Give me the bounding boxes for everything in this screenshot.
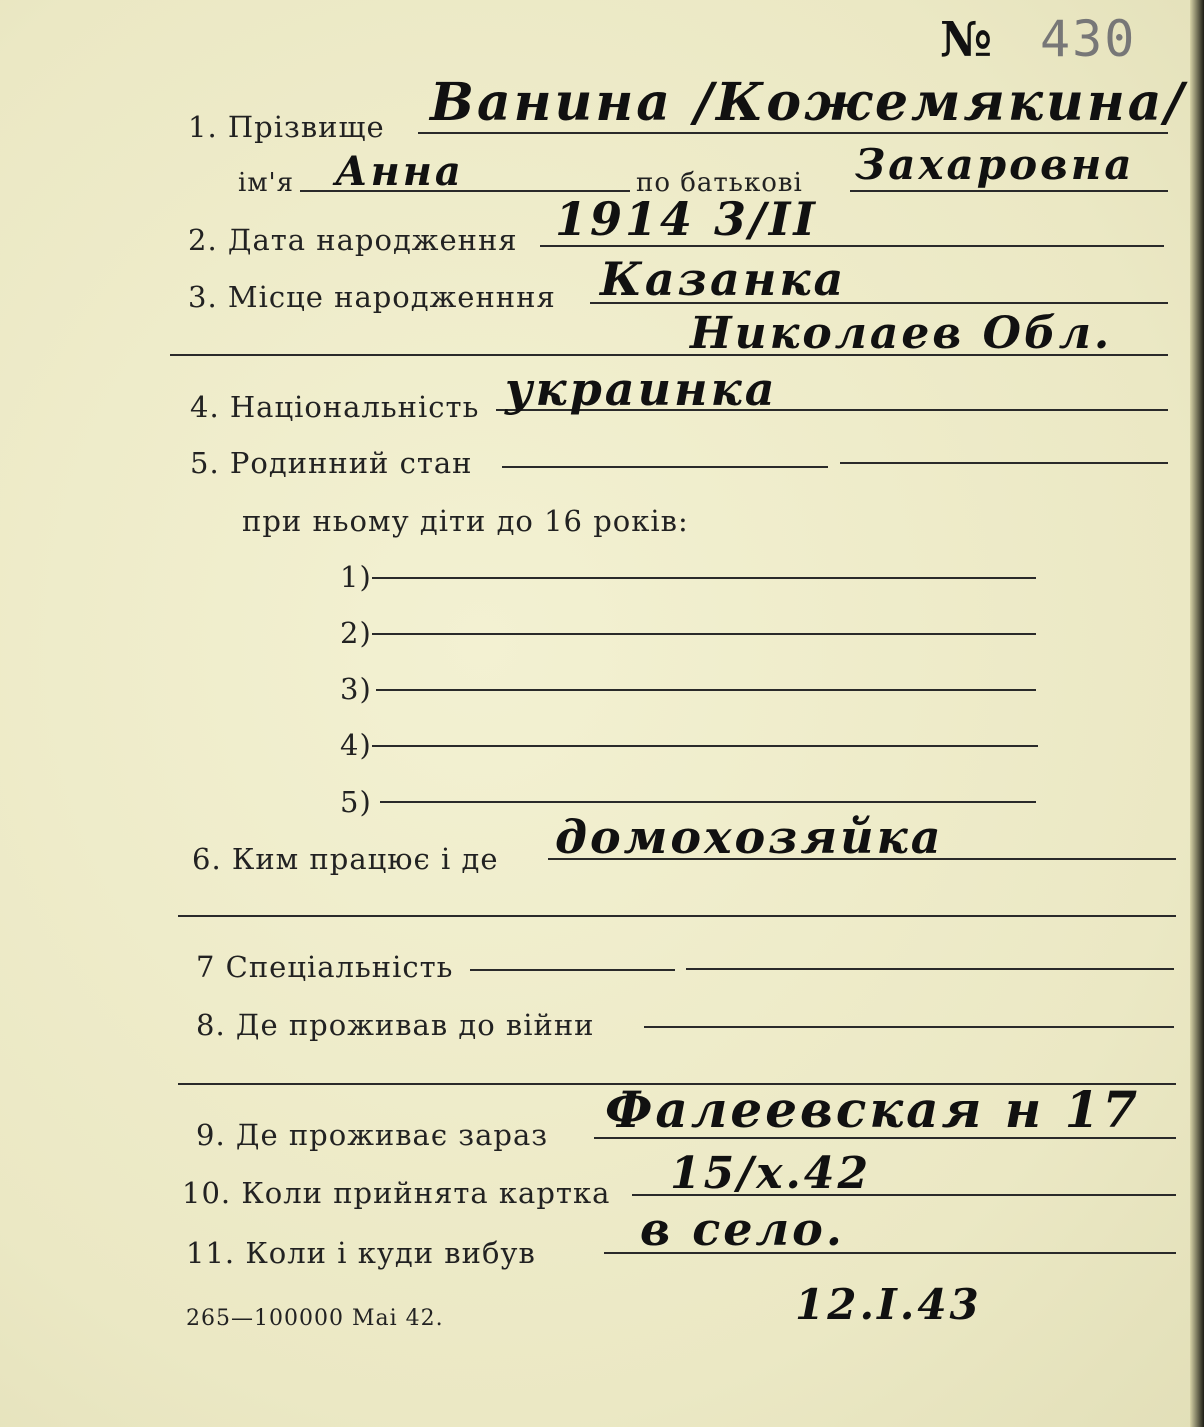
work-line-2 <box>178 915 1176 917</box>
departed-where-value: в село. <box>640 1202 845 1256</box>
child-4-line <box>372 745 1038 747</box>
specialty-line-2 <box>686 968 1174 970</box>
child-5-line <box>380 801 1036 803</box>
specialty-label: 7 Спеціальність <box>196 950 454 984</box>
child-1-line <box>372 577 1036 579</box>
birth-date-value: 1914 3/II <box>555 192 818 246</box>
case-number-prefix: № <box>940 12 993 68</box>
birth-date-label: 2. Дата народження <box>188 223 518 257</box>
work-value: домохозяйка <box>555 810 944 864</box>
departed-date-value: 12.I.43 <box>795 1280 982 1329</box>
paper-edge-shadow <box>1190 0 1204 1427</box>
children-label: при ньому діти до 16 років: <box>242 504 689 538</box>
patronymic-line <box>850 190 1168 192</box>
birth-place-value-1: Казанка <box>600 252 847 306</box>
surname-value: Ванина /Кожемякина/ <box>430 72 1187 133</box>
nationality-label: 4. Національність <box>190 390 480 424</box>
child-3-line <box>376 689 1036 691</box>
prewar-residence-label: 8. Де проживав до війни <box>196 1008 595 1042</box>
departed-label: 11. Коли і куди вибув <box>186 1236 536 1270</box>
birth-place-value-2: Николаев Обл. <box>690 308 1113 359</box>
specialty-line-1 <box>470 969 675 971</box>
surname-label: 1. Прізвище <box>188 110 385 144</box>
child-5-label: 5) <box>340 785 372 819</box>
child-4-label: 4) <box>340 728 372 762</box>
name-value: Анна <box>335 148 464 195</box>
family-status-line-2 <box>840 462 1168 464</box>
family-status-line-1 <box>502 466 828 468</box>
child-3-label: 3) <box>340 672 372 706</box>
card-accepted-value: 15/х.42 <box>670 1148 872 1199</box>
print-code: 265—100000 Mai 42. <box>186 1306 444 1331</box>
patronymic-label: по батькові <box>636 168 803 198</box>
work-label: 6. Ким працює і де <box>192 842 499 876</box>
case-number: 430 <box>1040 10 1137 68</box>
nationality-value: украинка <box>505 362 778 416</box>
card-accepted-label: 10. Коли прийнята картка <box>182 1176 611 1210</box>
child-2-label: 2) <box>340 616 372 650</box>
child-2-line <box>372 633 1036 635</box>
current-residence-label: 9. Де проживає зараз <box>196 1118 549 1152</box>
child-1-label: 1) <box>340 560 372 594</box>
name-label: ім'я <box>238 168 295 198</box>
family-status-label: 5. Родинний стан <box>190 446 473 480</box>
patronymic-value: Захаровна <box>855 140 1135 189</box>
prewar-residence-line <box>644 1026 1174 1028</box>
current-residence-value: Фалеевская н 17 <box>605 1080 1141 1139</box>
birth-place-label: 3. Місце народженння <box>188 280 556 314</box>
